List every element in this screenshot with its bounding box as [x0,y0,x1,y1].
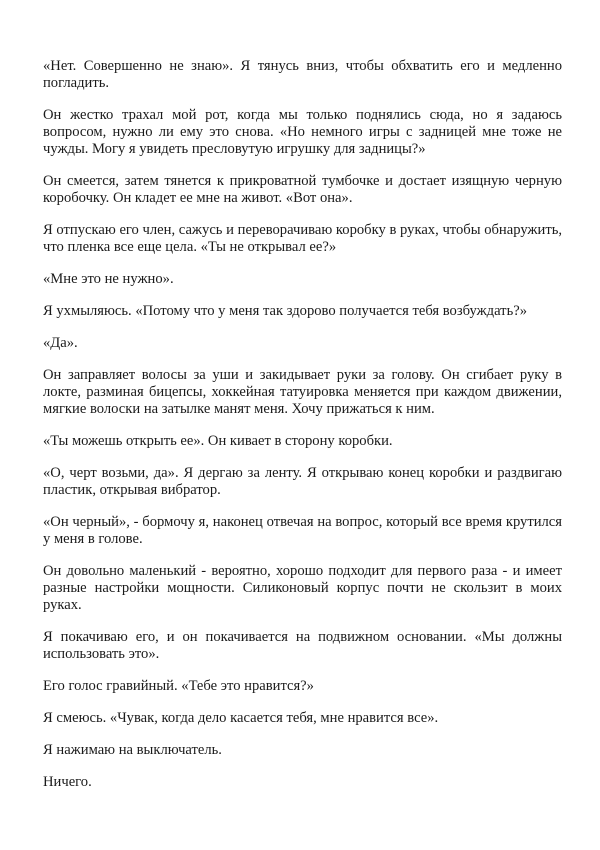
paragraph: «Ты можешь открыть ее». Он кивает в сторону коробки. [43,433,393,449]
paragraph: «Нет. Совершенно не знаю». Я тянусь вниз, чтобы обхватить его и медленно погладить. [43,58,562,91]
paragraph: Я покачиваю его, и он покачивается на подвижном основании. «Мы должны использовать это». [43,629,562,662]
document-page [43,58,562,806]
paragraph: «Мне это не нужно». [43,271,174,287]
paragraph: Я смеюсь. «Чувак, когда дело касается тебя, мне нравится все». [43,710,439,726]
paragraph: «Он черный», - бормочу я, наконец отвечая на вопрос, который все время крутился у меня в голове. [43,514,562,547]
paragraph: Он жестко трахал мой рот, когда мы только поднялись сюда, но я задаюсь вопросом, нужно ли ему это снова. «Но немного игры с задницей мне тоже не чужды. Могу я увидеть пресловутую игрушку для задницы?» [43,107,562,157]
paragraph: Он смеется, затем тянется к прикроватной тумбочке и достает изящную черную коробочку. Он кладет ее мне на живот. «Вот она». [43,173,562,206]
paragraph: Он довольно маленький - вероятно, хорошо подходит для первого раза - и имеет разные настройки мощности. Силиконовый корпус почти не скользит в моих руках. [43,563,562,613]
paragraph: «Да». [43,335,78,351]
paragraph: Я ухмыляюсь. «Потому что у меня так здорово получается тебя возбуждать?» [43,303,527,319]
paragraph: Я отпускаю его член, сажусь и переворачиваю коробку в руках, чтобы обнаружить, что пленка все еще цела. «Ты не открывал ее?» [43,222,562,255]
paragraph: Его голос гравийный. «Тебе это нравится?» [43,678,314,694]
paragraph: Я нажимаю на выключатель. [43,742,222,758]
paragraph: Он заправляет волосы за уши и закидывает руки за голову. Он сгибает руку в локте, разминая бицепсы, хоккейная татуировка меняется при каждом движении, мягкие волоски на затылке манят меня. Хочу прижаться к ним. [43,367,562,417]
paragraph: «О, черт возьми, да». Я дергаю за ленту. Я открываю конец коробки и раздвигаю пластик, открывая вибратор. [43,465,562,498]
paragraph: Ничего. [43,774,92,790]
